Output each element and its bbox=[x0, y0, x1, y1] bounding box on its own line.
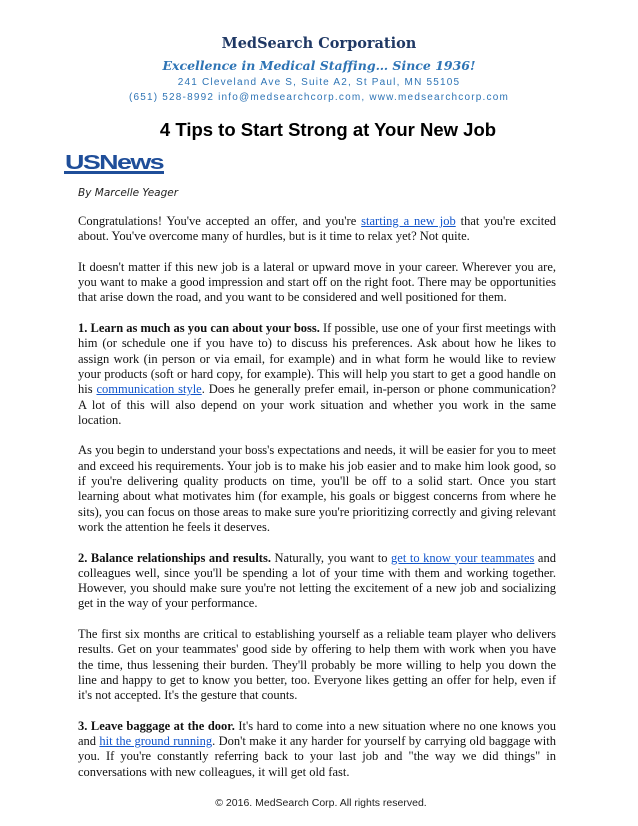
tip-heading: 2. Balance relationships and results. bbox=[78, 550, 271, 565]
paragraph: The first six months are critical to establishing yourself as a reliable team player who delivers results. Get on your teammates' good side by offering to help them with work when you have the time, thus lessening their burden. They'll probably be more willing to help you down the line and happy to get to know you better, too. Everyone likes getting an offer for help, even if it's not accepted. It's the gesture that counts. bbox=[78, 627, 556, 703]
byline: By Marcelle Yeager bbox=[78, 187, 179, 199]
tip-paragraph bbox=[78, 551, 556, 612]
paragraph bbox=[78, 214, 556, 245]
logo-text: USNews bbox=[65, 152, 164, 174]
page-title: 4 Tips to Start Strong at Your New Job bbox=[159, 119, 497, 140]
paragraph: As you begin to understand your boss's expectations and needs, it will be easier for you to meet and exceed his requirements. Your job is to make his job easier and to make him look good, so if you're delivering quality products on time, you'll be off to a solid start. Once you start learning about what motivates him (for example, his goals or biggest concerns from where he sits), you can focus on those areas to make sure you're prioritizing correctly and giving relevant work the attention he feels it deserves. bbox=[78, 443, 556, 534]
paragraph-text: Congratulations! You've accepted an offer, and you're bbox=[78, 214, 362, 228]
paragraph-text: . Does he generally prefer email, in-person or phone communication? A lot of this will also depend on your work situation and whether you work in the same location. bbox=[78, 382, 556, 427]
copyright-footer: © 2016. MedSearch Corp. All rights reserved. bbox=[215, 797, 427, 809]
starting-new-job-link[interactable]: starting a new job bbox=[361, 214, 456, 228]
company-name: MedSearch Corporation bbox=[221, 35, 417, 52]
company-address: 241 Cleveland Ave S, Suite A2, St Paul, MN 55105 bbox=[177, 77, 461, 88]
tip-heading: 1. Learn as much as you can about your boss. bbox=[78, 321, 320, 336]
usnews-logo-icon bbox=[64, 152, 164, 176]
tip-paragraph bbox=[78, 321, 556, 428]
paragraph: It doesn't matter if this new job is a lateral or upward move in your career. Wherever you are, you want to make a good impression and start off on the right foot. There may be opportunities that arise down the road, and you want to be considered and well positioned for them. bbox=[78, 259, 556, 305]
company-contact: (651) 528-8992 info@medsearchcorp.com, www.medsearchcorp.com bbox=[128, 92, 510, 103]
paragraph-text: and colleagues well, since you'll be spending a lot of your time with them and working together. However, you should make sure you're not letting the excitement of a new job and socializing get in the way of your performance. bbox=[78, 550, 556, 611]
article-body bbox=[78, 214, 556, 795]
paragraph-text: If possible, use one of your first meetings with him (or schedule one if you have to) to discuss his preferences. Ask about how he likes to assign work (in person or via email, for example) and in what form he would like to review your products (soft or hard copy, for example). This will help you start to get a good handle on his bbox=[78, 321, 556, 397]
paragraph-text: Naturally, you want to bbox=[270, 550, 392, 565]
paragraph-text: It's hard to come into a new situation where no one knows you and bbox=[78, 718, 556, 749]
know-teammates-link[interactable]: get to know your teammates bbox=[391, 550, 535, 565]
paragraph-text: that you're excited about. You've overcome many of hurdles, but is it time to relax yet? Not quite. bbox=[78, 214, 556, 244]
letterhead bbox=[0, 34, 638, 105]
paragraph-text: . Don't make it any harder for yourself by carrying old baggage with you. If you're constantly referring back to your last job and "the way we did things" in conversations with new colleagues, it will get old fast. bbox=[78, 734, 556, 779]
hit-ground-running-link[interactable]: hit the ground running bbox=[99, 734, 213, 749]
tip-heading: 3. Leave baggage at the door. bbox=[78, 718, 235, 733]
communication-style-link[interactable]: communication style bbox=[96, 382, 202, 397]
company-tagline: Excellence in Medical Staffing… Since 1936! bbox=[162, 58, 476, 73]
tip-paragraph bbox=[78, 719, 556, 780]
